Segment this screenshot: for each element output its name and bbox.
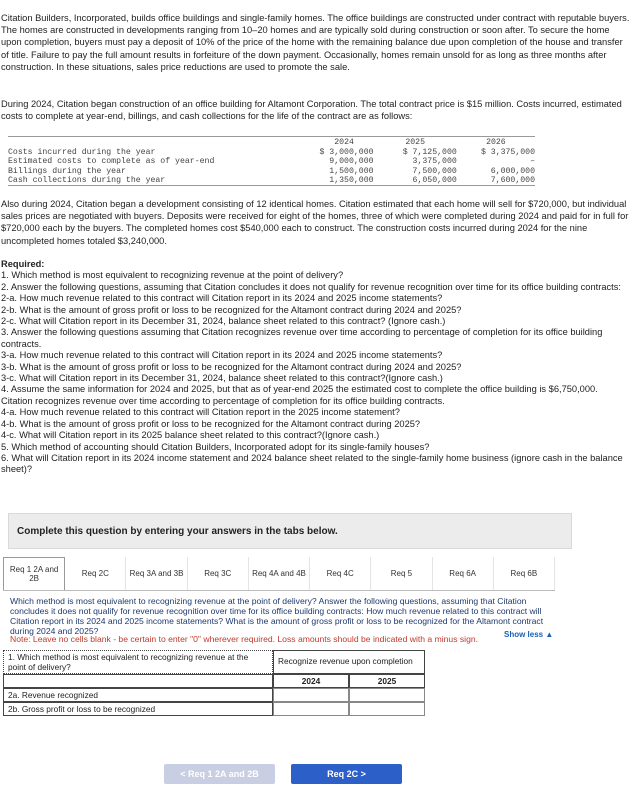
instruction-banner [8,513,572,549]
table-row [8,157,535,166]
q1-label-cell [3,650,273,674]
q1-answer-cell[interactable] [273,650,425,674]
revenue-2025-input[interactable] [349,688,425,702]
gross-profit-2025-input[interactable] [349,702,425,716]
tab-bar [3,557,555,591]
required-list [1,259,631,476]
tab-req-5[interactable]: Req 5 [371,557,432,590]
cell-value: 1,350,000 [329,175,374,185]
table-row [8,176,535,185]
cell-value: $ 3,375,000 [480,148,535,157]
required-item: 2-a. How much revenue related to this contract will Citation report in its 2024 and 2025 income statements? [1,293,443,304]
required-item: 2-c. What will Citation report in its December 31, 2024, balance sheet related to this contract? (Ignore cash.) [1,316,446,327]
required-title: Required: [1,259,45,269]
cell-value: $ 7,125,000 [402,148,457,157]
table-row [8,167,535,176]
tab-req-4a-4b[interactable]: Req 4A and 4B [249,557,310,590]
tab-req-1-2a-2b[interactable]: Req 1 2A and 2B [3,557,65,590]
cell-value: 6,000,000 [490,166,535,176]
intro-paragraph-2: During 2024, Citation began construction of an office building for Altamont Corporation. The total contract price is $15 million. Costs incurred, estimated costs to complete at year-end, billings, and cash collections for the life of the contract are as follows: [1,99,622,122]
required-item: 5. Which method of accounting should Citation Builders, Incorporated adopt for its single-family houses? [1,441,430,452]
row-label: Cash collections during the year [8,175,166,185]
required-item: 4-c. What will Citation report in its 2025 balance sheet related to this contract?(Ignore cash.) [1,430,380,441]
tab-req-6b[interactable]: Req 6B [494,557,555,590]
q1-answer-select[interactable]: Recognize revenue upon completion [278,656,413,666]
tab-req-6a[interactable]: Req 6A [433,557,494,590]
col-2025-header: 2025 [405,138,425,147]
cell-value: 7,600,000 [490,175,535,185]
required-item: 3-c. What will Citation report in its December 31, 2024, balance sheet related to this contract?(Ignore cash.) [1,373,443,384]
question-panel [3,590,555,644]
required-item: 3. Answer the following questions assuming that Citation recognizes revenue over time according to percentage of completion for its office building contracts. [1,327,603,349]
cell-value: 9,000,000 [329,157,374,167]
prev-tab-button[interactable]: < Req 1 2A and 2B [164,764,275,784]
intro-paragraph-3: Also during 2024, Citation began a development consisting of 12 identical homes. Citation estimated that each home will sell for $720,000, but individual sales prices are negotiated with buyers. Deposits were received for eight of the homes, three of which were completed during 2024 and paid for in full for $720,000 each by the buyers. The completed homes cost $540,000 each to construct. The construction costs incurred during 2024 for the nine uncompleted homes totaled $3,240,000. [1,199,629,246]
cell-value: 3,375,000 [412,157,457,167]
cell-value: 7,500,000 [412,166,457,176]
show-less-link[interactable]: Show less ▲ [504,630,554,639]
required-item: 1. Which method is most equivalent to recognizing revenue at the point of delivery? [1,270,344,281]
cost-table [8,136,535,186]
row-label: Costs incurred during the year [8,148,156,157]
row-2b-label: 2b. Gross profit or loss to be recognized [3,702,273,716]
required-item: 3-b. What is the amount of gross profit or loss to be recognized for the Altamont contract during 2024 and 2025? [1,361,462,372]
cell-value: – [530,157,535,167]
required-item: 2-b. What is the amount of gross profit or loss to be recognized for the Altamont contract during 2024 and 2025? [1,304,462,315]
tab-req-3c[interactable]: Req 3C [188,557,249,590]
required-item: 3-a. How much revenue related to this contract will Citation report in its 2024 and 2025 income statements? [1,350,443,361]
required-item: 6. What will Citation report in its 2024 income statement and 2024 balance sheet related to the single-family home business (ignore cash in the balance sheet)? [1,452,623,475]
instruction-text: Complete this question by entering your answers in the tabs below. [17,526,338,537]
table-row [8,148,535,157]
revenue-2024-input[interactable] [273,688,349,702]
cell-value: $ 3,000,000 [319,148,374,157]
row-2a-label: 2a. Revenue recognized [3,688,273,702]
required-item: 4-b. What is the amount of gross profit or loss to be recognized for the Altamont contract during 2025? [1,418,421,429]
gross-profit-2024-input[interactable] [273,702,349,716]
col-2024-header: 2024 [334,138,354,147]
next-tab-button[interactable]: Req 2C > [291,764,402,784]
tab-req-3a-3b[interactable]: Req 3A and 3B [126,557,187,590]
cell-value: 6,050,000 [412,175,457,185]
col-2025-label: 2025 [349,674,425,688]
required-item: 4. Assume the same information for 2024 and 2025, but that as of year-end 2025 the estimated cost to complete the office building is $6,750,000. Citation recognizes revenue over time according to percentage of completion for its office building contracts. [1,384,598,406]
answer-grid [3,650,425,748]
col-2024-label: 2024 [273,674,349,688]
required-item: 4-a. How much revenue related to this contract will Citation report in the 2025 income statement? [1,407,400,418]
col-2026-header: 2026 [486,138,506,147]
question-note: Note: Leave no cells blank - be certain to enter "0" wherever required. Loss amounts should be indicated with a minus sign. [10,634,479,644]
question-text: Which method is most equivalent to recognizing revenue at the point of delivery? Answer the following questions, assuming that Citation concludes it does not qualify for revenue recognition over time for its office building contracts: How much revenue related to this contract will Citation report in its 2024 and 2025 income statements? What is the amount of gross profit or loss to be recognized for the Altamont contract during 2024 and 2025? [10,596,544,636]
cell-value: 1,500,000 [329,166,374,176]
tab-req-2c[interactable]: Req 2C [65,557,126,590]
row-label: Estimated costs to complete as of year-end [8,157,215,167]
blank-header-cell [3,674,273,688]
intro-paragraph-1: Citation Builders, Incorporated, builds office buildings and single-family homes. The office buildings are constructed under contract with reputable buyers. The homes are constructed in developments ranging from 10–20 homes and are typically sold during construction or soon after. To secure the home upon completion, buyers must pay a deposit of 10% of the price of the home with the remaining balance due upon completion of the house and transfer of title. Failure to pay the full amount results in forfeiture of the down payment. Occasionally, homes remain unsold for as long as three months after construction. In these situations, sales price reductions are used to promote the sale. [1,13,630,72]
required-item: 2. Answer the following questions, assuming that Citation concludes it does not qualify for revenue recognition over time for its office building contracts: [1,281,621,292]
q1-label: 1. Which method is most equivalent to recognizing revenue at the point of delivery? [8,652,249,672]
tab-req-4c[interactable]: Req 4C [310,557,371,590]
row-label: Billings during the year [8,166,126,176]
